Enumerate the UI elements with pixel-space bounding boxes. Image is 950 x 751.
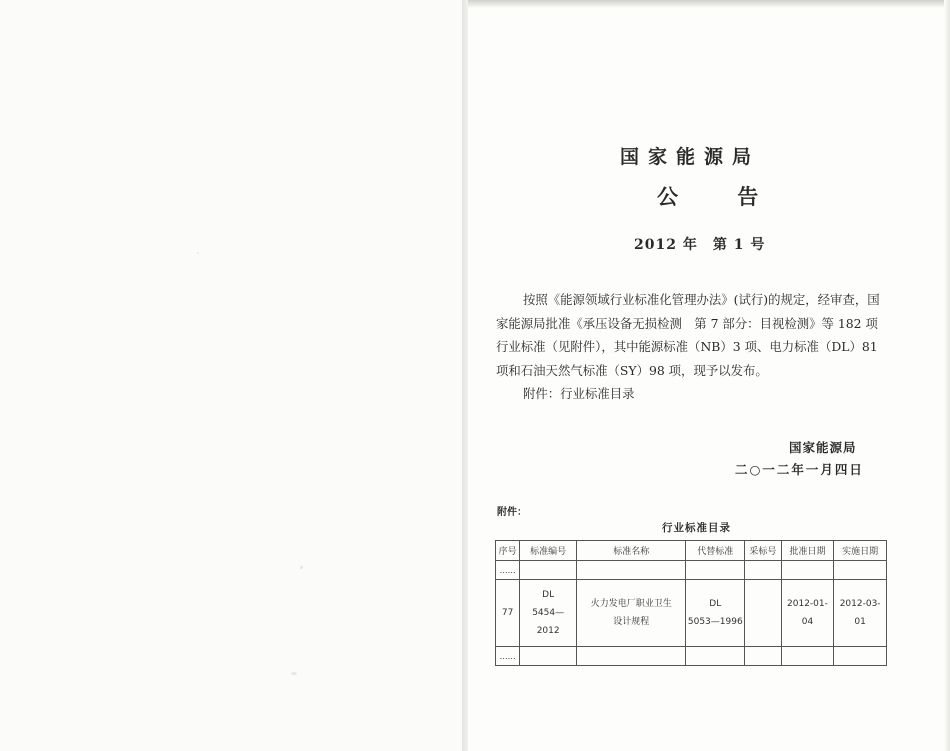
col-header: 序号 — [496, 541, 520, 561]
scan-speck — [291, 672, 297, 675]
table-row — [496, 580, 887, 647]
attachment-line: 附件：行业标准目录 — [523, 386, 635, 401]
notice-heading: 公 告 — [657, 184, 785, 209]
code-cell — [520, 580, 577, 647]
scan-speck — [300, 566, 303, 569]
name-line: 火力发电厂职业卫生 — [590, 599, 672, 609]
replaces-cell — [686, 580, 745, 647]
scan-right-edge — [944, 0, 950, 751]
standards-table — [495, 540, 887, 666]
code-line: DL — [542, 590, 555, 600]
code-line: 5454—2012 — [532, 608, 565, 636]
scan-speck — [197, 252, 199, 254]
issue-date: 二○一二年一月四日 — [735, 462, 864, 477]
signer: 国家能源局 — [789, 440, 857, 455]
ellipsis-cell: …… — [496, 561, 520, 580]
col-header: 标准名称 — [577, 541, 686, 561]
col-header: 采标号 — [745, 541, 781, 561]
issuing-authority-title: 国家能源局 — [620, 146, 761, 168]
table-row — [496, 647, 887, 666]
replaces-line: DL — [709, 599, 722, 609]
col-header: 批准日期 — [781, 541, 834, 561]
catalog-title: 行业标准目录 — [662, 522, 731, 534]
table-header-row — [496, 541, 887, 561]
approved-date-cell: 2012-01-04 — [781, 580, 834, 647]
left-blank-page — [0, 0, 462, 751]
index-cell: 77 — [496, 580, 520, 647]
body-paragraph: 按照《能源领域行业标准化管理办法》(试行)的规定，经审查，国家能源局批准《承压设备无损检测 第 7 部分：目视检测》等 182 项行业标准（见附件），其中能源标准（NB）3 项、电力标准（DL）81 项和石油天然气标准（SY）98 项，现予以发布。 — [496, 292, 880, 378]
adopted-cell — [745, 580, 781, 647]
name-cell — [577, 580, 686, 647]
announcement-body — [496, 288, 888, 406]
table-row — [496, 561, 887, 580]
ellipsis-cell: …… — [496, 647, 520, 666]
name-line: 设计规程 — [613, 617, 650, 627]
document-number: 2012 年 第 1 号 — [634, 237, 766, 253]
col-header: 代替标准 — [686, 541, 745, 561]
col-header: 标准编号 — [520, 541, 577, 561]
effective-date-cell: 2012-03-01 — [834, 580, 887, 647]
replaces-line: 5053—1996 — [687, 617, 743, 627]
col-header: 实施日期 — [834, 541, 887, 561]
annex-label: 附件： — [497, 507, 527, 518]
scan-top-shadow — [468, 0, 950, 8]
